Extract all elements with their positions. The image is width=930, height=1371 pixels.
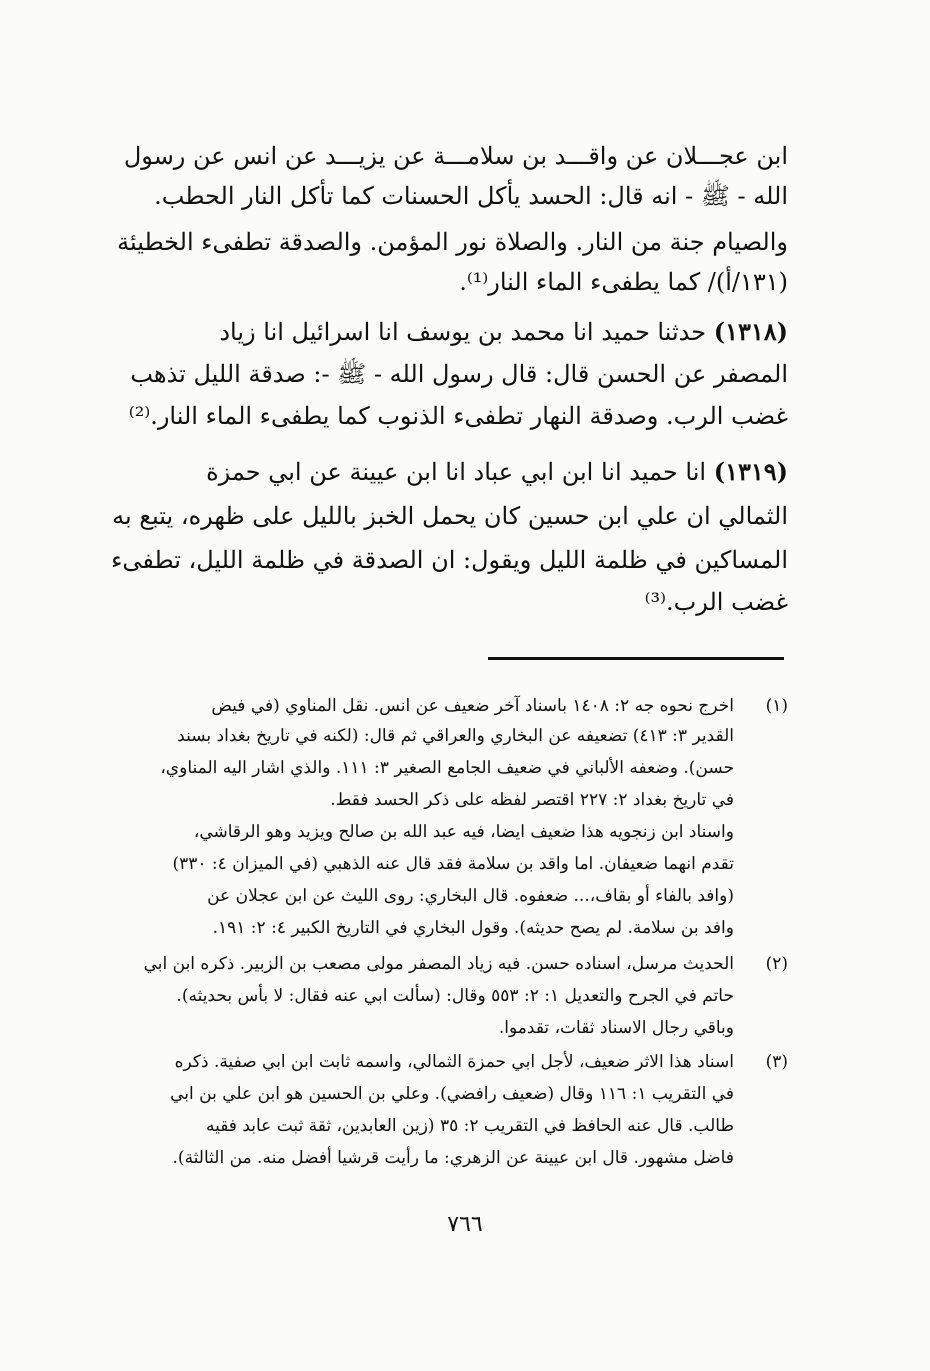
main-line: المصفر عن الحسن قال: قال رسول الله - ﷺ -: صدقة الليل تذهب [130, 360, 788, 388]
footnote-line: طالب. قال عنه الحافظ في التقريب ٢: ٣٥ (زين العابدين، ثقة ثبت عابد فقيه [205, 1116, 734, 1136]
footnote-line: وباقي رجال الاسناد ثقات، تقدموا. [498, 1018, 734, 1038]
footnote-number: (١) [765, 696, 788, 716]
footnote-line: اسناد هذا الاثر ضعيف، لأجل ابي حمزة الثمالي، واسمه ثابت ابن ابي صفية. ذكره [174, 1052, 734, 1072]
hadith-1318-first-line [219, 316, 788, 348]
main-line: انا حميد انا ابن ابي عباد انا ابن عيينة عن ابي حمزة [206, 458, 707, 486]
main-line: المساكين في ظلمة الليل ويقول: ان الصدقة في ظلمة الليل، تطفىء [111, 546, 788, 574]
hadith-number: (١٣١٨) [713, 317, 788, 346]
footnote-line: واسناد ابن زنجويه هذا ضعيف ايضا، فيه عبد الله بن صالح ويزيد وهو الرقاشي، [193, 822, 734, 842]
main-line: غضب الرب. وصدقة النهار تطفىء الذنوب كما يطفىء الماء النار.⁽²⁾ [128, 402, 788, 430]
footnote-line: في التقريب ١: ١١٦ وقال (ضعيف رافضي). وعلي بن الحسين هو ابن علي بن ابي [170, 1084, 734, 1104]
footnote-line: القدير ٣: ٤١٣) تضعيفه عن البخاري والعراقي ثم قال: (لكنه في تاريخ بغداد بسند [177, 726, 734, 746]
footnote-line: الحديث مرسل، اسناده حسن. فيه زياد المصفر مولى مصعب بن الزبير. ذكره ابن ابي [143, 954, 734, 974]
footnote-number: (٣) [765, 1052, 788, 1072]
main-line: والصيام جنة من النار. والصلاة نور المؤمن. والصدقة تطفىء الخطيئة [117, 228, 788, 256]
footnote-line: (وافد بالفاء أو بقاف،... ضعفوه. قال البخاري: روى الليث عن ابن عجلان عن [207, 886, 734, 906]
footnote-line: فاضل مشهور. قال ابن عيينة عن الزهري: ما رأيت قرشيا أفضل منه. من الثالثة). [172, 1148, 734, 1168]
footnote-line: حاتم في الجرح والتعديل ١: ٢: ٥٥٣ وقال: (سألت ابي عنه فقال: لا بأس بحديثه). [176, 986, 734, 1006]
footnote-separator [488, 657, 784, 660]
footnote-line: وافد بن سلامة. لم يصح حديثه). وقول البخاري في التاريخ الكبير ٤: ٢: ١٩١. [212, 918, 734, 938]
footnote-line: تقدم انهما ضعيفان. اما واقد بن سلامة فقد قال عنه الذهبي (في الميزان ٤: ٣٣٠) [172, 854, 734, 874]
footnote-line: في تاريخ بغداد ٢: ٢٢٧ اقتصر لفظه على ذكر الحسد فقط. [330, 790, 734, 810]
main-line: غضب الرب.⁽³⁾ [644, 588, 788, 616]
page-number: ٧٦٦ [447, 1212, 483, 1237]
footnote-number: (٢) [765, 954, 788, 974]
hadith-number: (١٣١٩) [713, 457, 788, 486]
footnote-line: حسن). وضعفه الألباني في ضعيف الجامع الصغير ٣: ١١١. والذي اشار اليه المناوي، [160, 758, 734, 778]
main-line: حدثنا حميد انا محمد بن يوسف انا اسرائيل انا زياد [219, 318, 707, 346]
main-line: الله - ﷺ - انه قال: الحسد يأكل الحسنات كما تأكل النار الحطب. [154, 182, 788, 210]
main-line: (١٣١/أ)/ كما يطفىء الماء النار⁽¹⁾. [459, 268, 788, 296]
main-line: الثمالي ان علي ابن حسين كان يحمل الخبز بالليل على ظهره، يتبع به [112, 502, 788, 530]
hadith-1319-first-line [206, 456, 788, 488]
main-line: ابن عجـــلان عن واقـــد بن سلامـــة عن يزيـــد عن انس عن رسول [123, 142, 788, 170]
footnote-line: اخرج نحوه جه ٢: ١٤٠٨ باسناد آخر ضعيف عن انس. نقل المناوي (في فيض [211, 696, 734, 716]
